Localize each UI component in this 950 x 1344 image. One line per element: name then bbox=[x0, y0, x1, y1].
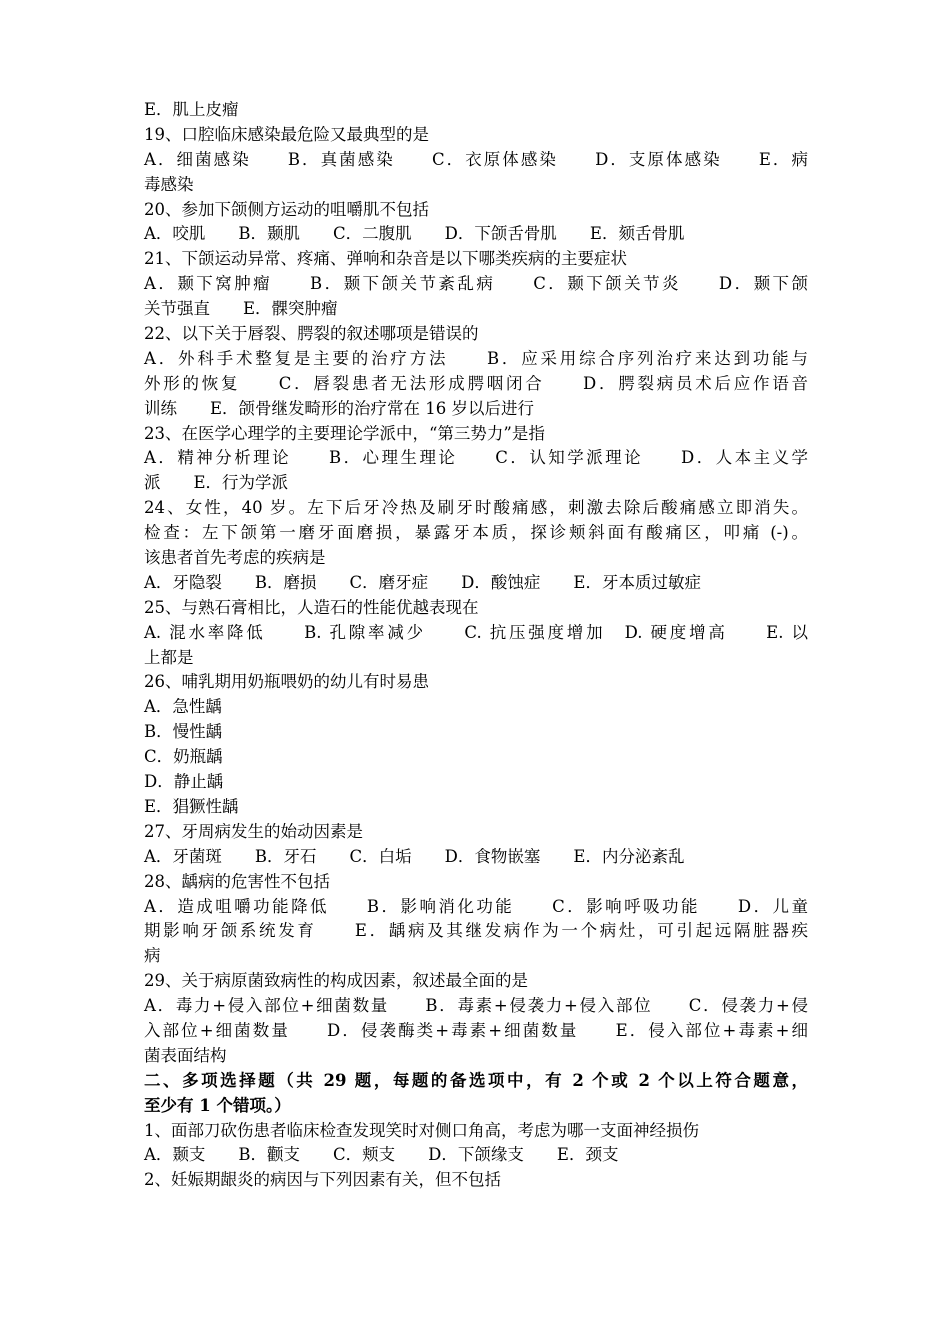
text-line: 28、龋病的危害性不包括 bbox=[144, 871, 330, 891]
section-heading-line: 至少有 1 个错项。） bbox=[144, 1095, 291, 1115]
text-line: 19、口腔临床感染最危险又最典型的是 bbox=[144, 124, 429, 144]
text-line: 2、妊娠期龈炎的病因与下列因素有关，但不包括 bbox=[144, 1170, 501, 1190]
text-line: 上都是 bbox=[144, 647, 194, 667]
text-line: A．造成咀嚼功能降低 B．影响消化功能 C．影响呼吸功能 D．儿童 bbox=[144, 896, 808, 916]
text-line: 22、以下关于唇裂、腭裂的叙述哪项是错误的 bbox=[144, 324, 479, 344]
text-line: 1、面部刀砍伤患者临床检查发现笑时对侧口角高，考虑为哪一支面神经损伤 bbox=[144, 1120, 699, 1140]
text-line: A．咬肌 B．颞肌 C．二腹肌 D．下颌舌骨肌 E．颏舌骨肌 bbox=[144, 224, 685, 244]
text-line: 菌表面结构 bbox=[144, 1045, 227, 1065]
text-line: A．牙隐裂 B．磨损 C．磨牙症 D．酸蚀症 E．牙本质过敏症 bbox=[144, 572, 701, 592]
text-line: 25、与熟石膏相比，人造石的性能优越表现在 bbox=[144, 597, 479, 617]
text-line: 29、关于病原菌致病性的构成因素，叙述最全面的是 bbox=[144, 971, 528, 991]
text-line: B．慢性龋 bbox=[144, 722, 223, 742]
text-line: 24、女性，40 岁。左下后牙冷热及刷牙时酸痛感，刺激去除后酸痛感立即消失。 bbox=[144, 498, 808, 518]
text-line: E．肌上皮瘤 bbox=[144, 100, 239, 119]
text-line: 27、牙周病发生的始动因素是 bbox=[144, 821, 363, 841]
text-line: A．颞下窝肿瘤 B．颞下颌关节紊乱病 C．颞下颌关节炎 D．颞下颌 bbox=[144, 274, 808, 294]
text-line: D．静止龋 bbox=[144, 772, 224, 792]
text-line: A．牙菌斑 B．牙石 C．白垢 D．食物嵌塞 E．内分泌紊乱 bbox=[144, 846, 685, 866]
text-line: 入部位+细菌数量 D．侵袭酶类+毒素+细菌数量 E．侵入部位+毒素+细 bbox=[144, 1020, 808, 1040]
text-line: 该患者首先考虑的疾病是 bbox=[144, 548, 326, 568]
text-line: 关节强直 E．髁突肿瘤 bbox=[144, 299, 338, 319]
text-line: A. 混水率降低 B. 孔隙率减少 C. 抗压强度增加 D. 硬度增高 E. 以 bbox=[144, 622, 808, 642]
text-line: 期影响牙颌系统发育 E．龋病及其继发病作为一个病灶，可引起远隔脏器疾 bbox=[144, 921, 808, 941]
section-heading-line: 二、多项选择题（共 29 题，每题的备选项中，有 2 个或 2 个以上符合题意， bbox=[144, 1070, 808, 1090]
text-line: 20、参加下颌侧方运动的咀嚼肌不包括 bbox=[144, 199, 429, 219]
text-line: 毒感染 bbox=[144, 174, 194, 194]
text-line: 26、哺乳期用奶瓶喂奶的幼儿有时易患 bbox=[144, 672, 429, 692]
text-line: C．奶瓶龋 bbox=[144, 747, 223, 767]
text-line: A．精神分析理论 B．心理生理论 C．认知学派理论 D．人本主义学 bbox=[144, 448, 808, 468]
text-line: A．外科手术整复是主要的治疗方法 B．应采用综合序列治疗来达到功能与 bbox=[144, 348, 808, 368]
text-line: E．猖獗性龋 bbox=[144, 796, 239, 816]
text-line: 派 E．行为学派 bbox=[144, 473, 289, 493]
text-line: 23、在医学心理学的主要理论学派中，“第三势力”是指 bbox=[144, 423, 545, 443]
text-line: A．急性龋 bbox=[144, 697, 222, 717]
text-line: 检查：左下颌第一磨牙面磨损，暴露牙本质，探诊颊斜面有酸痛区，叩痛 (-)。 bbox=[144, 523, 808, 543]
text-line: 外形的恢复 C．唇裂患者无法形成腭咽闭合 D．腭裂病员术后应作语音 bbox=[144, 373, 808, 393]
text-line: A．颞支 B．颧支 C．颊支 D．下颌缘支 E．颈支 bbox=[144, 1145, 619, 1165]
document-page bbox=[144, 98, 808, 1193]
text-line: 病 bbox=[144, 946, 161, 966]
text-line: 训练 E．颌骨继发畸形的治疗常在 16 岁以后进行 bbox=[144, 398, 535, 418]
text-line: A．细菌感染 B．真菌感染 C．衣原体感染 D．支原体感染 E．病 bbox=[144, 149, 808, 169]
text-line: A．毒力+侵入部位+细菌数量 B．毒素+侵袭力+侵入部位 C．侵袭力+侵 bbox=[144, 996, 808, 1016]
text-line: 21、下颌运动异常、疼痛、弹响和杂音是以下哪类疾病的主要症状 bbox=[144, 249, 627, 269]
